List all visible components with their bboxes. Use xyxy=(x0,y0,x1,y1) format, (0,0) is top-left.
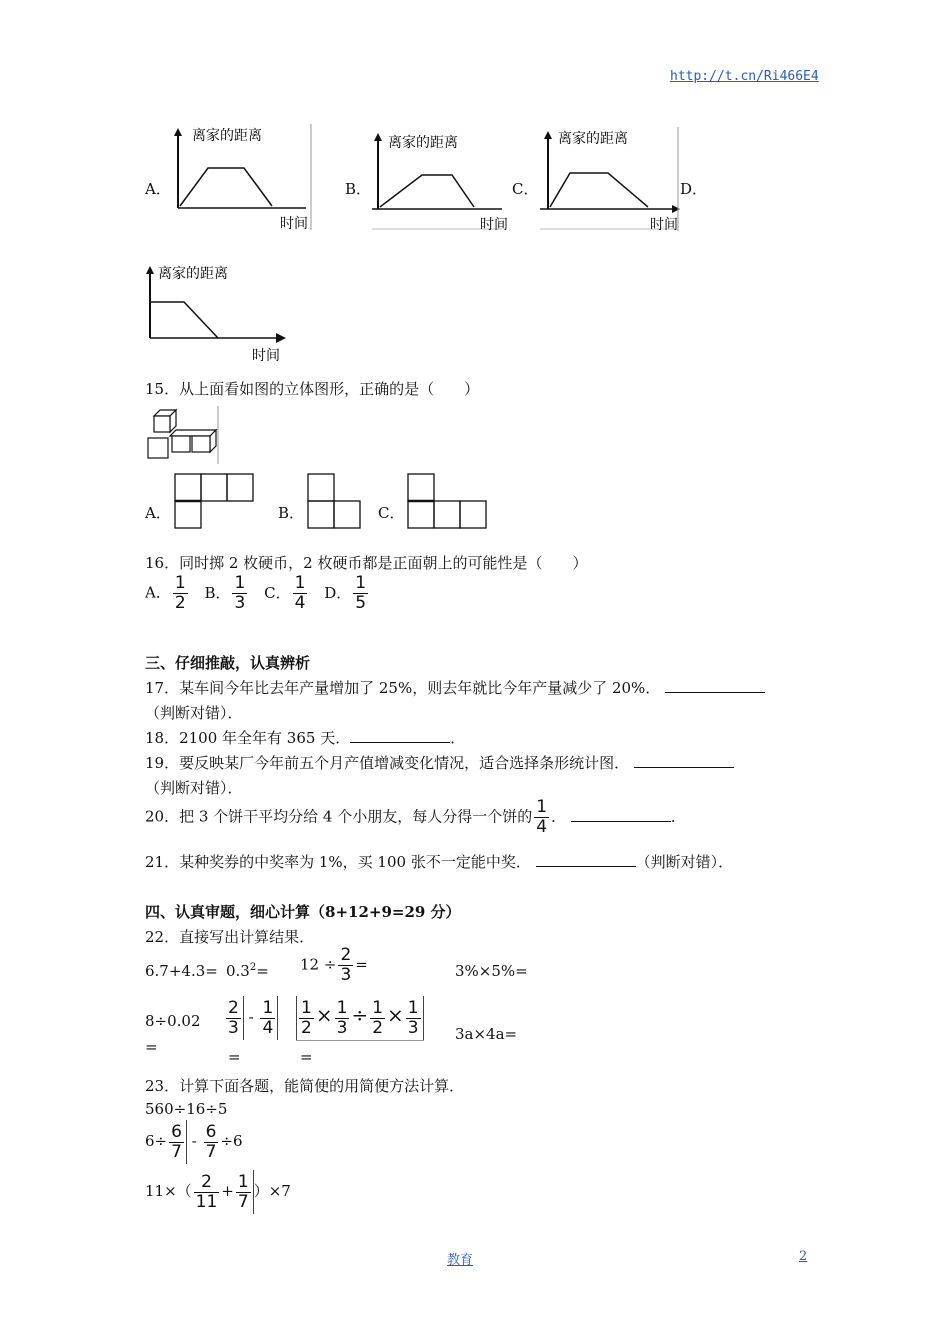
q16-option-a-fraction: $\frac{1}{2}$ xyxy=(174,573,186,613)
q14-d-xlabel: 时间 xyxy=(252,348,280,364)
q21-text: 21．某种奖券的中奖率为 1%，买 100 张不一定能中奖． （判断对错）． xyxy=(145,853,734,871)
expr-8: 3a×4a= xyxy=(455,1025,518,1043)
section3-title: 三、仔细推敲，认真辨析 xyxy=(145,654,311,672)
q14-graph-c xyxy=(536,125,684,233)
expr-2: $0.3^2=$ xyxy=(226,962,269,980)
q14-graph-d xyxy=(138,258,298,366)
q19-answer-blank[interactable] xyxy=(634,753,734,768)
expr-7-equals: = xyxy=(300,1048,313,1066)
q18-answer-blank[interactable] xyxy=(350,728,450,743)
q16-text: 16．同时掷 2 枚硬币，2 枚硬币都是正面朝上的可能性是（ ） xyxy=(145,554,588,572)
q14-b-xlabel: 时间 xyxy=(480,217,508,233)
header-url[interactable]: http://t.cn/Ri466E4 xyxy=(670,69,819,84)
q17-answer-blank[interactable] xyxy=(665,678,765,693)
q15-option-c-label: C． xyxy=(378,504,405,522)
section4-title: 四、认真审题，细心计算（8+12+9=29 分） xyxy=(145,903,461,921)
expr-4: 3%×5%= xyxy=(455,962,528,980)
q14-graph-b xyxy=(368,125,516,233)
expr-5: 8÷0.02 xyxy=(145,1012,201,1030)
q15-option-c-figure xyxy=(405,472,489,530)
q15-option-a-figure xyxy=(172,472,254,530)
q20-answer-blank[interactable] xyxy=(571,807,671,822)
q15-text: 15．从上面看如图的立体图形，正确的是（ ） xyxy=(145,380,480,398)
q20-fraction: $\frac{1}{4}$ xyxy=(536,797,548,837)
expr-5-equals: = xyxy=(145,1038,158,1056)
q15-solid-figure xyxy=(144,406,224,464)
q14-option-b-label: B． xyxy=(345,180,372,198)
q23-text: 23．计算下面各题，能简便的用简便方法计算． xyxy=(145,1077,465,1095)
calc-1: 560÷16÷5 xyxy=(145,1100,228,1118)
calc-3: 11×（ $\frac{2}{11}$ + $\frac{1}{7}$ ）×7 xyxy=(145,1170,291,1214)
q14-option-d-label: D． xyxy=(680,180,708,198)
q16-option-a-label: A． xyxy=(145,583,171,602)
q16-option-d-fraction: $\frac{1}{5}$ xyxy=(355,573,367,613)
q15-option-b-figure xyxy=(305,472,363,530)
page-number: 2 xyxy=(799,1249,808,1264)
q16-option-c-fraction: $\frac{1}{4}$ xyxy=(294,573,306,613)
q20-text: 20．把 3 个饼干平均分给 4 个小朋友，每人分得一个饼的 $\frac{1}{4}$ ． ． xyxy=(145,797,686,837)
q14-c-ylabel: 离家的距离 xyxy=(558,131,628,147)
q14-d-ylabel: 离家的距离 xyxy=(158,266,228,282)
q17-text: 17．某车间今年比去年产量增加了 25%，则去年就比今年产量减少了 20%． xyxy=(145,677,765,698)
expr-3: 12 ÷ $\frac{2}{3}$ = xyxy=(300,945,368,985)
q16-option-d-label: D． xyxy=(324,583,352,602)
q21-answer-blank[interactable] xyxy=(536,852,636,867)
q16-option-b-fraction: $\frac{1}{3}$ xyxy=(234,573,246,613)
q14-option-a-label: A． xyxy=(145,180,171,198)
calc-2: 6÷ $\frac{6}{7}$ - $\frac{6}{7}$ ÷6 xyxy=(145,1120,243,1164)
q19-suffix: （判断对错）． xyxy=(145,779,243,797)
q14-a-ylabel: 离家的距离 xyxy=(192,128,262,144)
q15-option-a-label: A． xyxy=(145,504,171,522)
q14-option-c-label: C． xyxy=(512,180,539,198)
expr-6: $\frac{2}{3}$ - $\frac{1}{4}$ xyxy=(224,996,278,1040)
q17-suffix: （判断对错）． xyxy=(145,704,243,722)
expr-6-equals: = xyxy=(228,1048,241,1066)
q18-text: 18．2100 年全年有 365 天． ． xyxy=(145,729,466,747)
q22-text: 22．直接写出计算结果． xyxy=(145,928,315,946)
q16-option-b-label: B． xyxy=(204,583,231,602)
expr-7: $\frac{1}{2}$ × $\frac{1}{3}$ ÷ $\frac{1}{2}$ × $\frac{1}{3}$ xyxy=(296,996,424,1041)
q19-text: 19．要反映某厂今年前五个月产值增减变化情况，适合选择条形统计图． xyxy=(145,752,734,773)
q14-b-ylabel: 离家的距离 xyxy=(388,135,458,151)
q14-c-xlabel: 时间 xyxy=(650,217,678,233)
footer-link[interactable]: 教育 xyxy=(447,1253,474,1268)
q14-graph-a xyxy=(168,122,316,232)
q15-option-b-label: B． xyxy=(278,504,305,522)
q16-options xyxy=(145,574,370,613)
expr-1: 6.7+4.3= xyxy=(145,962,218,980)
q16-option-c-label: C． xyxy=(264,583,291,602)
q14-a-xlabel: 时间 xyxy=(280,216,308,232)
